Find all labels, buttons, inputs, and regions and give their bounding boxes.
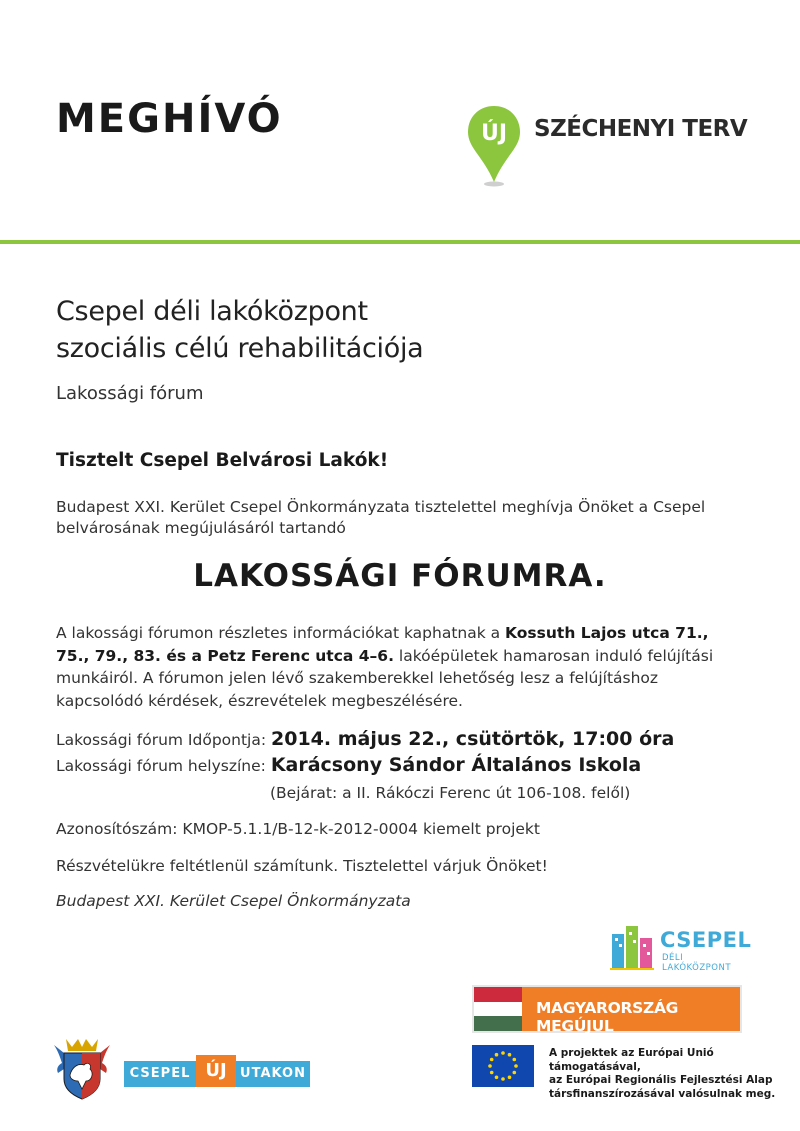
csepel-uj-utakon-logo: [124, 1055, 310, 1089]
time-row: [56, 728, 674, 750]
intro-paragraph: Budapest XXI. Kerület Csepel Önkormányzata tisztelettel meghívja Önöket a Csepel belvárosának megújulásáról tartandó: [56, 498, 706, 537]
eu-flag-icon: [472, 1045, 534, 1087]
entrance-note: (Bejárat: a II. Rákóczi Ferenc út 106-108. felől): [270, 784, 631, 802]
body-addresses: Kossuth Lajos utca 71., 75., 79., 83. és a Petz Ferenc utca 4–6.: [56, 624, 709, 665]
closing-text: Részvételükre feltétlenül számítunk. Tisztelettel várjuk Önöket!: [56, 857, 548, 875]
project-id: Azonosítószám: KMOP-5.1.1/B-12-k-2012-0004 kiemelt projekt: [56, 820, 540, 838]
cu-mid-text: ÚJ: [196, 1055, 236, 1087]
magyarorszag-megujul-banner: [472, 985, 742, 1033]
csepel-logo-title: CSEPEL: [660, 928, 752, 952]
place-label: Lakossági fórum helyszíne:: [56, 757, 266, 775]
buildings-icon: [610, 924, 656, 970]
csepel-deli-logo: [610, 924, 750, 972]
magyarorszag-megujul-label: MAGYARORSZÁG MEGÚJUL: [536, 999, 679, 1035]
greeting: Tisztelt Csepel Belvárosi Lakók!: [56, 450, 389, 471]
cu-left-text: CSEPEL: [124, 1061, 196, 1087]
signature: Budapest XXI. Kerület Csepel Önkormányzata: [56, 892, 411, 910]
time-label: Lakossági fórum Időpontja:: [56, 731, 267, 749]
body-paragraph: [56, 622, 746, 712]
eu-text-line-3: társfinanszírozásával valósulnak meg.: [549, 1087, 776, 1100]
eu-text-line-1: A projektek az Európai Unió támogatásával,: [549, 1047, 714, 1073]
logo-badge-text: ÚJ: [480, 121, 508, 146]
hungarian-flag-icon: [474, 987, 522, 1031]
csepel-logo-subtitle: DÉLI LAKÓKÖZPONT: [662, 953, 732, 973]
subtitle: Lakossági fórum: [56, 383, 204, 404]
place-value: Karácsony Sándor Általános Iskola: [270, 754, 642, 776]
szechenyi-pin-icon: [466, 104, 522, 188]
forum-title: LAKOSSÁGI FÓRUMRA.: [193, 558, 607, 594]
time-value: 2014. május 22., csütörtök, 17:00 óra: [271, 728, 675, 750]
heading-line-2: szociális célú rehabilitációja: [56, 333, 424, 364]
cu-right-text: UTAKON: [236, 1061, 310, 1087]
place-row: [56, 754, 641, 776]
body-text-2: lakóépületek hamarosan induló felújítási munkáiról. A fórumon jelen lévő szakemberekkel lehetőség lesz a felújításhoz kapcsolódó kérdések, észrevételek megbeszélésére.: [56, 646, 714, 710]
eu-funding-text: [549, 1047, 779, 1101]
szechenyi-logo-text: SZÉCHENYI TERV: [534, 116, 748, 142]
heading-line-1: Csepel déli lakóközpont: [56, 296, 368, 327]
eu-text-line-2: az Európai Regionális Fejlesztési Alap: [549, 1074, 773, 1086]
page-title: MEGHÍVÓ: [56, 96, 283, 142]
coat-of-arms-icon: [52, 1035, 112, 1101]
body-text-1: A lakossági fórumon részletes információkat kaphatnak a: [56, 624, 506, 642]
header-divider: [0, 240, 800, 244]
